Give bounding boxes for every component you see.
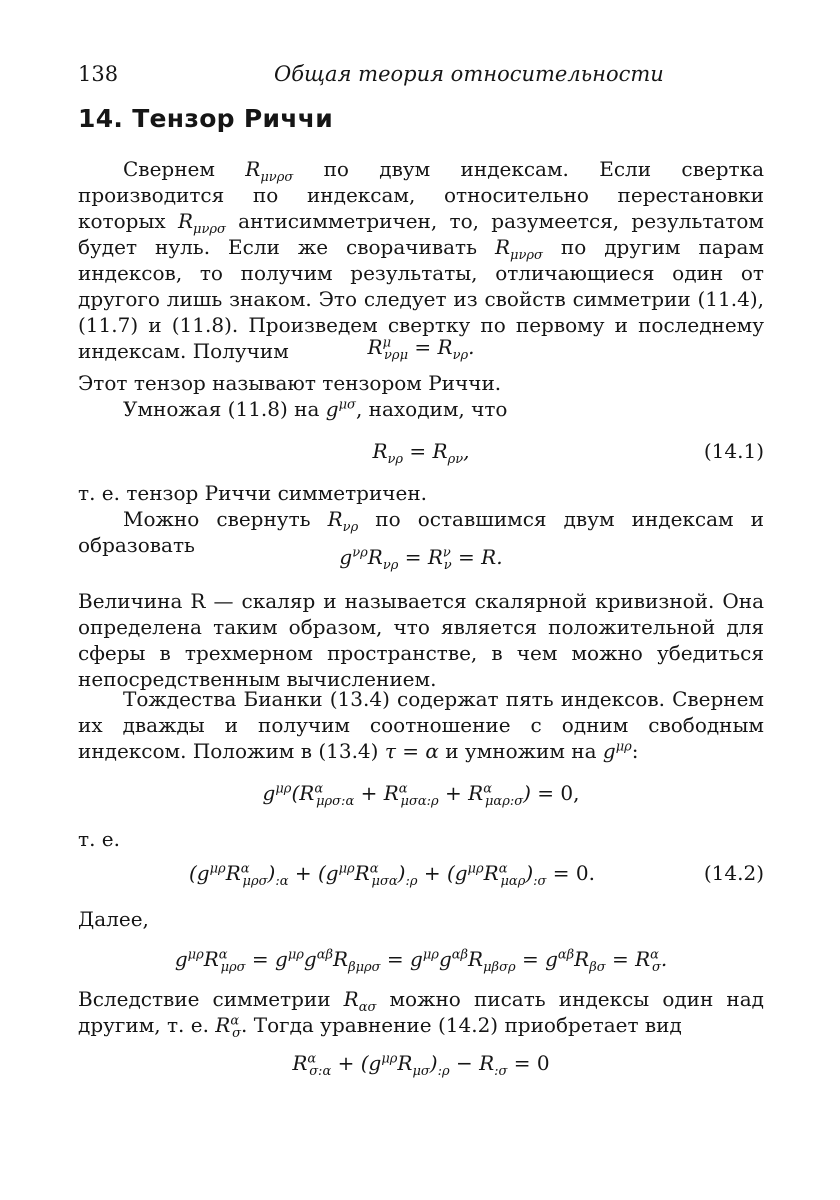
section-title: 14. Тензор Риччи: [78, 104, 334, 133]
paragraph-multiply: Умножая (11.8) на $g^{\mu\sigma}$, находим, что: [123, 397, 508, 421]
paragraph-further: Далее,: [78, 907, 149, 931]
math-riemann: $R_{\mu\nu\rho\sigma}$: [245, 157, 294, 185]
equation-ricci-chain: $g^{\mu\rho}R^\alpha_{\mu\rho\sigma} = g^{\mu\rho}g^{\alpha\beta}R_{\beta\mu\rho\sigma} = g^{\mu\rho}g^{\alpha\beta}R_{\mu\beta\sigma\rho} = g^{\alpha\beta}R_{\beta\sigma} = R^\alpha_\sigma$.: [174, 947, 668, 975]
math-metric: $g^{\mu\rho}$: [602, 739, 632, 763]
math-ricci-ascending: $R_{\alpha\sigma}$: [343, 987, 377, 1015]
equation-scalar-curvature: $g^{\nu\rho}R_{\nu\rho} = R^\nu_\nu = R$.: [339, 545, 503, 573]
paragraph-contract-again: Можно свернуть $R_{\nu\rho}$ по оставшимся двум индексам и образовать: [78, 507, 765, 557]
paragraph-bianchi: Тождества Бианки (13.4) содержат пять индексов. Свернем их дважды и получим соотношение с одним свободным индексом. Положим в (13.4) τ = α и умножим на $g^{\mu\rho}$:: [78, 687, 764, 763]
equation-14-1: $R_{\nu\rho} = R_{\rho\nu}$, (14.1): [78, 436, 764, 466]
running-title: Общая теория относительности: [274, 62, 664, 86]
paragraph-scalar-curvature: Величина R — скаляр и называется скалярной кривизной. Она определена таким образом, что является положительной для сферы в трехмерном пространстве, в чем можно убедиться непосредственным вычислением.: [78, 589, 764, 691]
paragraph-ricci-name: Этот тензор называют тензором Риччи.: [78, 371, 502, 395]
math-ricci: $R_{\nu\rho}$: [327, 507, 359, 535]
equation-final: $R^\alpha_{\sigma:\alpha} + (g^{\mu\rho}R_{\mu\sigma})_{:\rho} - R_{:\sigma} = 0$: [292, 1051, 550, 1079]
math-metric: $g^{\mu\sigma}$: [325, 397, 356, 421]
page-number: 138: [78, 62, 119, 86]
math-tau-alpha: τ = α: [384, 739, 439, 763]
paragraph-symmetry: Вследствие симметрии $R_{\alpha\sigma}$ можно писать индексы один над другим, т. е. $R^\alpha_\sigma$. Тогда уравнение (14.2) приобретает вид: [78, 987, 764, 1041]
equation-14-2: $(g^{\mu\rho}R^\alpha_{\mu\rho\sigma})_{:\alpha} + (g^{\mu\rho}R^\alpha_{\mu\sigma\alpha})_{:\rho} + (g^{\mu\rho}R^\alpha_{\mu\alpha\rho})_{:\sigma} = 0$. (14.2): [78, 858, 764, 888]
math-ricci-mixed: $R^\alpha_\sigma$: [215, 1013, 242, 1041]
math-riemann: $R_{\mu\nu\rho\sigma}$: [177, 209, 226, 237]
equation-number: (14.2): [703, 861, 764, 885]
equation-number: (14.1): [703, 439, 764, 463]
equation-bianchi-contracted: $g^{\mu\rho}(R^\alpha_{\mu\rho\sigma:\alpha} + R^\alpha_{\mu\sigma\alpha:\rho} + R^\alpha_{\mu\alpha\rho:\sigma}) = 0$,: [262, 781, 580, 809]
paragraph-contraction: Свернем $R_{\mu\nu\rho\sigma}$ по двум индексам. Если свертка производится по индексам, относительно перестановки которых $R_{\mu\nu\rho\sigma}$ антисимметричен, то, разумеется, результатом будет нуль. Если же сворачивать $R_{\mu\nu\rho\sigma}$ по другим парам индексов, то получим результаты, отличающиеся один от другого лишь знаком. Это следует из свойств симметрии (11.4), (11.7) и (11.8). Произведем свертку по первому и последнему индексам. Получим: [78, 157, 764, 363]
paragraph-ie: т. е.: [78, 827, 120, 851]
page-header: [78, 62, 764, 94]
equation-ricci-definition: $R^\mu_{\nu\rho\mu} = R_{\nu\rho}$.: [367, 335, 475, 363]
math-riemann: $R_{\mu\nu\rho\sigma}$: [494, 235, 543, 263]
paragraph-symmetric: т. е. тензор Риччи симметричен.: [78, 481, 428, 505]
